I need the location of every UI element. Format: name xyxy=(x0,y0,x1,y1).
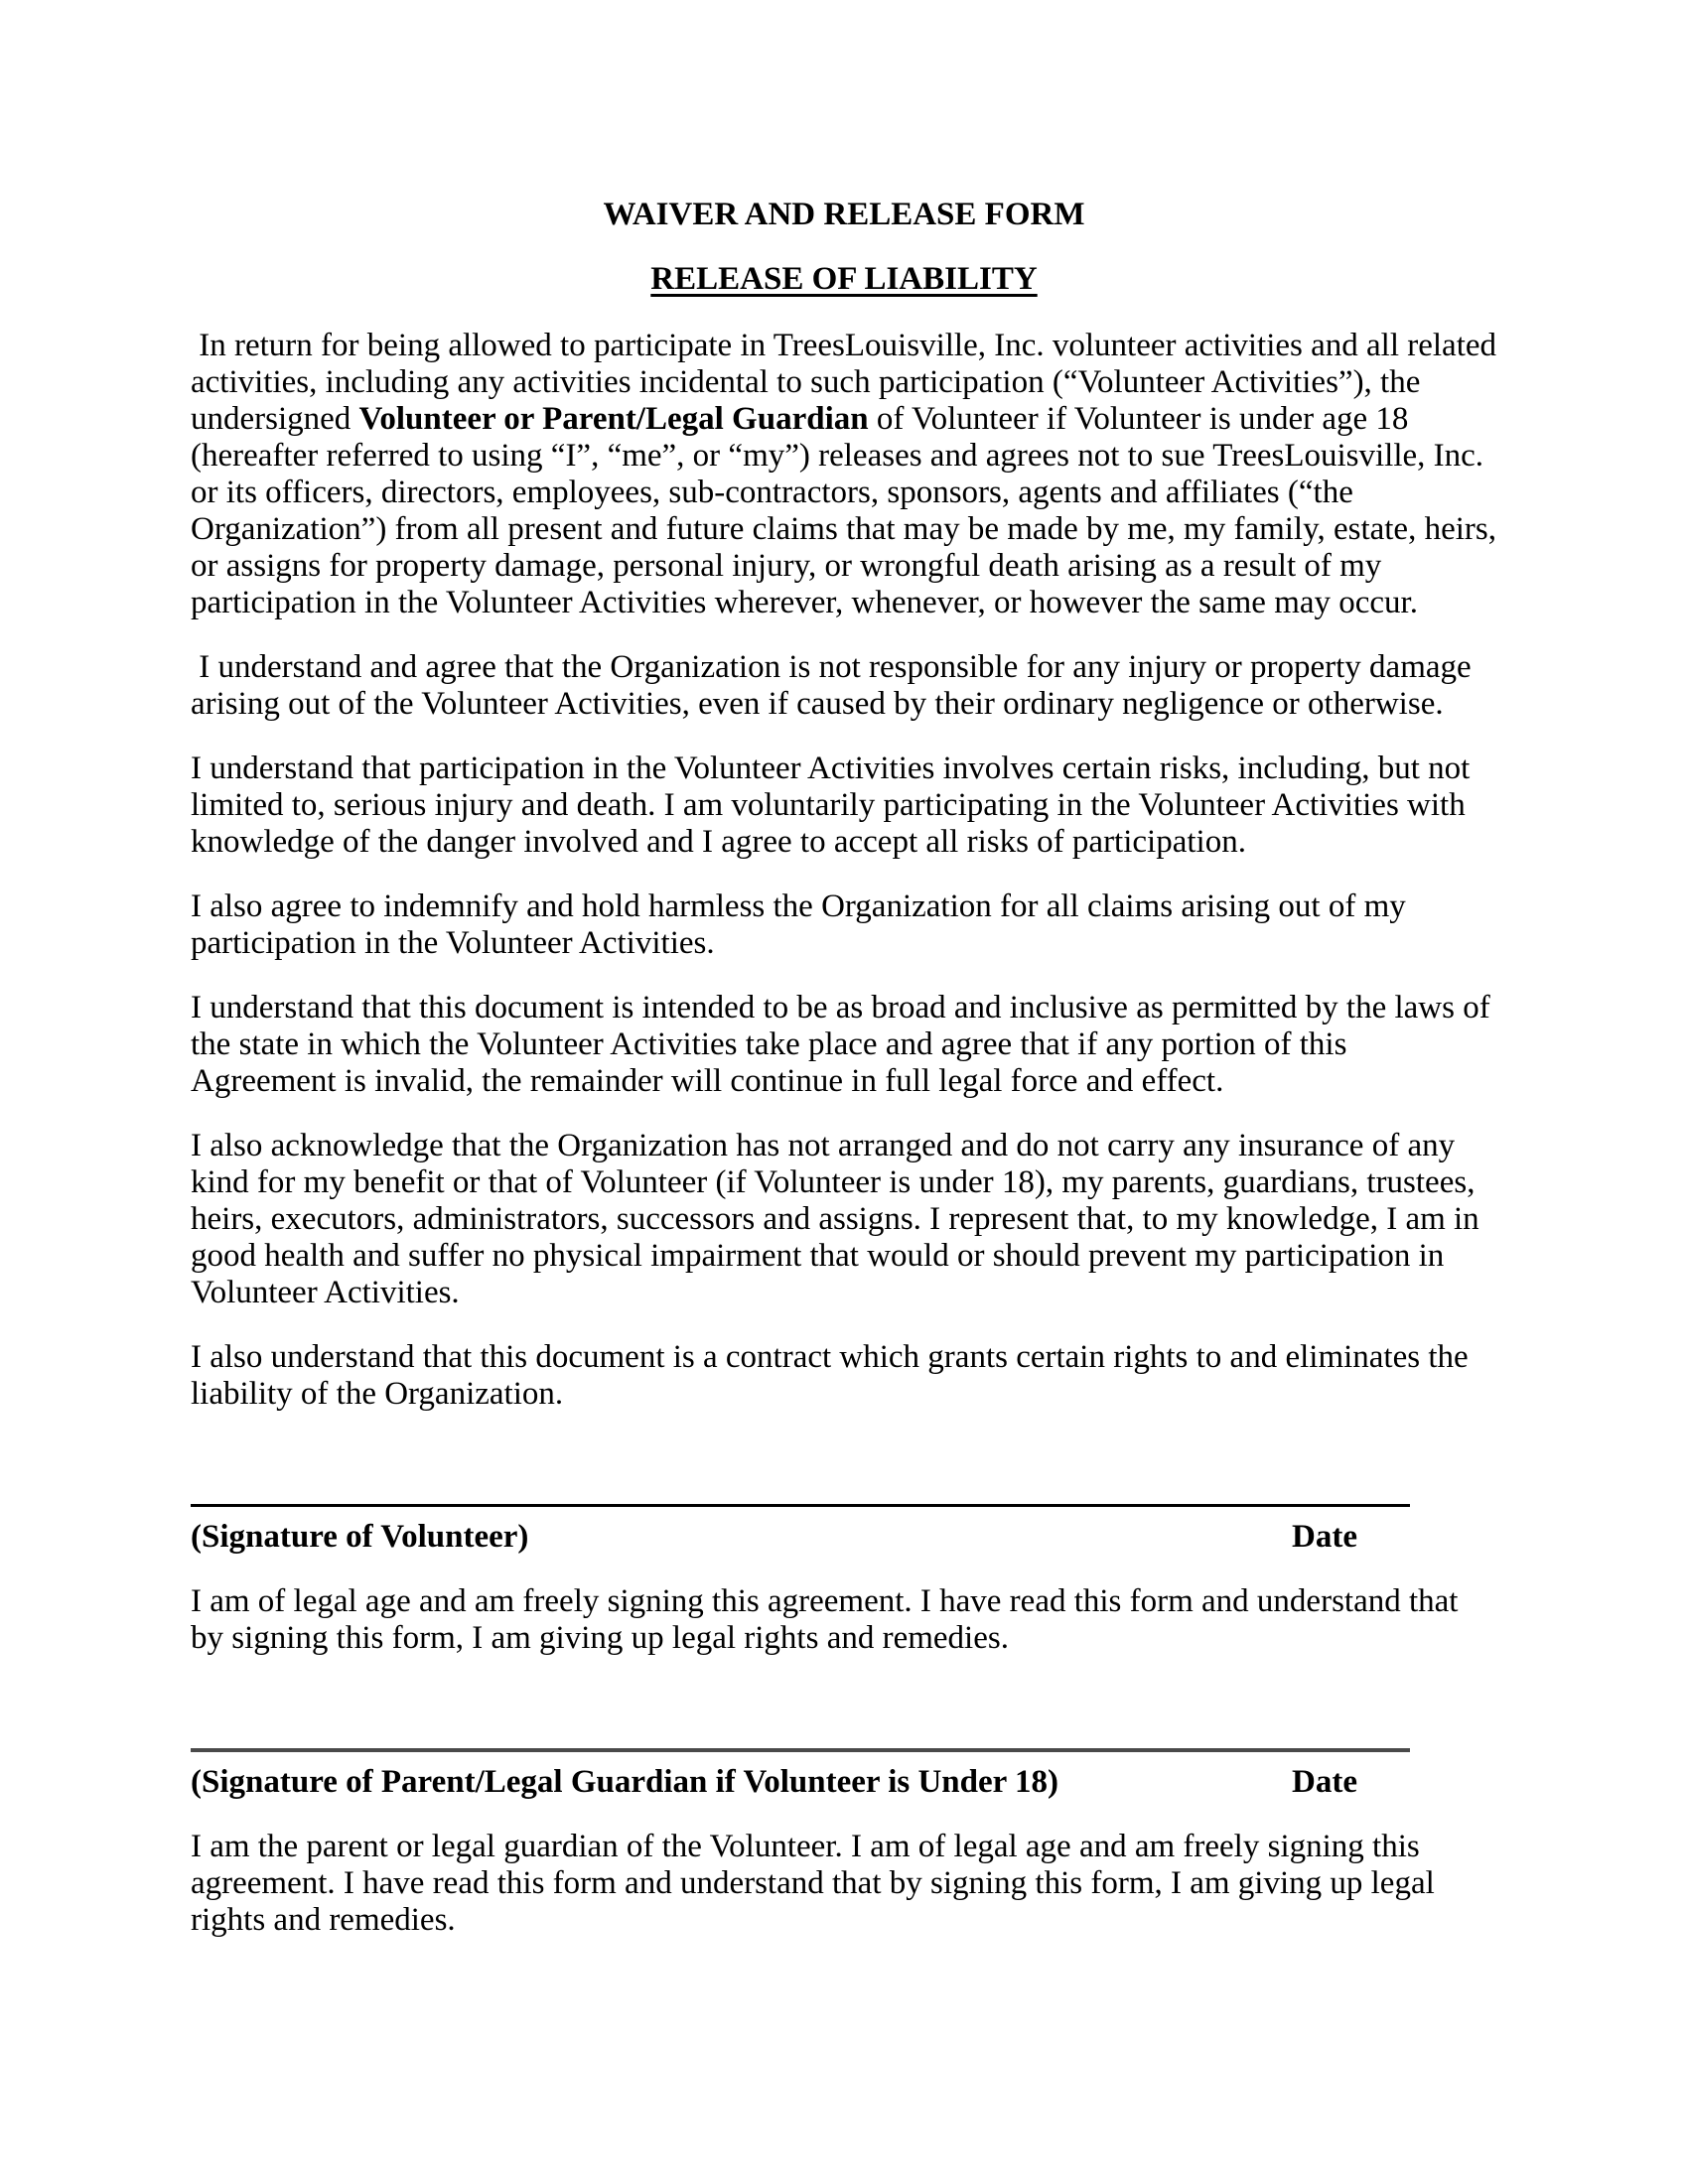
document-subtitle: RELEASE OF LIABILITY xyxy=(650,261,1038,297)
guardian-signature-label: (Signature of Parent/Legal Guardian if Volunteer is Under 18) xyxy=(191,1764,1058,1800)
guardian-signing-statement: I am the parent or legal guardian of the Volunteer. I am of legal age and am freely signing this agreement. I have read this form and understand that by signing this form, I am giving up legal rights and remedies. xyxy=(191,1829,1444,1938)
paragraph-release-intro-text-before: In return for being allowed to participate in TreesLouisville, Inc. volunteer activities and all related activities, including any activities incidental to such participation (“Volunteer Activities”), the undersigned xyxy=(191,328,1505,437)
paragraph-release-intro xyxy=(191,328,1505,621)
volunteer-signature-label-row xyxy=(191,1519,1497,1556)
paragraph-release-intro-text-after: of Volunteer if Volunteer is under age 18 (hereafter referred to using “I”, “me”, or “my”) releases and agrees not to sue TreesLouisville, Inc. or its officers, directors, employees, sub-contractors, sponsors, agents and affiliates (“the Organization”) from all present and future claims that may be made by me, my family, estate, heirs, or assigns for property damage, personal injury, or wrongful death arising as a result of my participation in the Volunteer Activities wherever, whenever, or however the same may occur. xyxy=(191,401,1505,620)
volunteer-signing-statement: I am of legal age and am freely signing this agreement. I have read this form and understand that by signing this form, I am giving up legal rights and remedies. xyxy=(191,1583,1467,1656)
volunteer-date-label: Date xyxy=(1292,1519,1357,1555)
guardian-signature-label-row xyxy=(191,1764,1497,1801)
paragraph-broad-inclusive: I understand that this document is intended to be as broad and inclusive as permitted by the laws of the state in which the Volunteer Activities take place and agree that if any portion of this Agreement is invalid, the remainder will continue in full legal force and effect. xyxy=(191,990,1498,1099)
paragraph-release-intro-bold-phrase: Volunteer or Parent/Legal Guardian xyxy=(358,401,869,437)
paragraph-indemnify: I also agree to indemnify and hold harmless the Organization for all claims arising out of my participation in the Volunteer Activities. xyxy=(191,888,1414,961)
paragraph-no-responsibility: I understand and agree that the Organization is not responsible for any injury or property damage arising out of the Volunteer Activities, even if caused by their ordinary negligence or otherwise. xyxy=(191,649,1479,722)
paragraph-contract-rights: I also understand that this document is a contract which grants certain rights to and eliminates the liability of the Organization. xyxy=(191,1339,1477,1412)
volunteer-signature-line xyxy=(191,1504,1410,1507)
document-title: WAIVER AND RELEASE FORM xyxy=(603,197,1085,232)
paragraph-risks: I understand that participation in the Volunteer Activities involves certain risks, including, but not limited to, serious injury and death. I am voluntarily participating in the Volunteer Activities with knowledge of the danger involved and I agree to accept all risks of participation. xyxy=(191,751,1478,860)
paragraph-no-insurance: I also acknowledge that the Organization has not arranged and do not carry any insurance of any kind for my benefit or that of Volunteer (if Volunteer is under 18), my parents, guardians, trustees, heirs, executors, administrators, successors and assigns. I represent that, to my knowledge, I am in good health and suffer no physical impairment that would or should prevent my participation in Volunteer Activities. xyxy=(191,1128,1487,1310)
guardian-date-label: Date xyxy=(1292,1764,1357,1800)
guardian-signature-line xyxy=(191,1748,1410,1752)
volunteer-signature-label: (Signature of Volunteer) xyxy=(191,1519,529,1555)
